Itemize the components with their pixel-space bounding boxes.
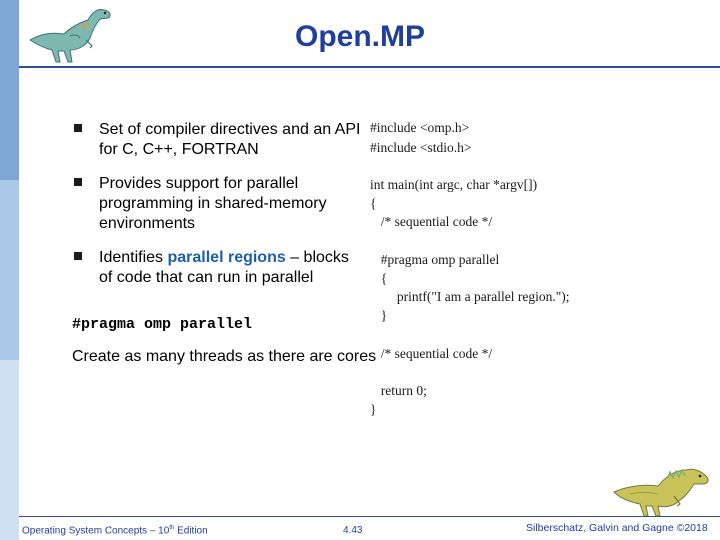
page-number: 4.43	[343, 525, 363, 536]
code-line: }	[370, 402, 377, 417]
code-line: #include <stdio.h>	[370, 140, 472, 155]
footer-course-title	[22, 525, 208, 536]
bullet-text: Set of compiler directives and an API for C, C++, FORTRAN	[99, 121, 361, 158]
bullet-text-after: – blocks of code that can run in parallel	[99, 249, 349, 286]
footer-course-suffix: Edition	[174, 525, 208, 537]
bullet-highlight: parallel regions	[167, 249, 286, 266]
footer-divider	[19, 516, 720, 517]
bullet-list	[72, 120, 362, 302]
bullet-item	[72, 120, 362, 160]
dinosaur-icon	[610, 462, 716, 520]
footer-course-sup: th	[169, 525, 175, 531]
pragma-directive: #pragma omp parallel	[72, 316, 253, 333]
bullet-text: Provides support for parallel programming in shared-memory environments	[99, 175, 327, 232]
left-bar-segment-middle	[0, 180, 19, 360]
page-title: Open.MP	[294, 20, 425, 53]
title-divider	[19, 66, 720, 68]
code-line: /* sequential code */	[374, 346, 493, 361]
bullet-item	[72, 174, 362, 234]
left-bar-segment-bottom	[0, 360, 19, 540]
code-line: #include <omp.h>	[370, 120, 470, 135]
code-line: #pragma omp parallel	[374, 252, 500, 267]
code-line: printf("I am a parallel region.");	[380, 289, 570, 304]
code-line: return 0;	[374, 383, 427, 398]
left-accent-bar	[0, 0, 19, 540]
code-line: }	[374, 308, 388, 323]
square-bullet-icon	[74, 124, 82, 132]
bullet-text-before: Identifies	[99, 249, 168, 266]
threads-note: Create as many threads as there are cores	[72, 348, 377, 365]
code-line: /* sequential code */	[374, 214, 493, 229]
left-bar-segment-top	[0, 0, 19, 180]
dinosaur-icon	[26, 4, 116, 66]
code-line: int main(int argc, char *argv[])	[370, 177, 538, 192]
bullet-item	[72, 248, 362, 288]
footer-copyright: Silberschatz, Galvin and Gagne ©2018	[526, 522, 708, 534]
code-sample	[370, 120, 670, 430]
code-line: {	[370, 196, 377, 211]
square-bullet-icon	[74, 252, 82, 260]
footer-course-prefix: Operating System Concepts – 10	[22, 525, 170, 537]
code-line: {	[374, 271, 388, 286]
square-bullet-icon	[74, 178, 82, 186]
